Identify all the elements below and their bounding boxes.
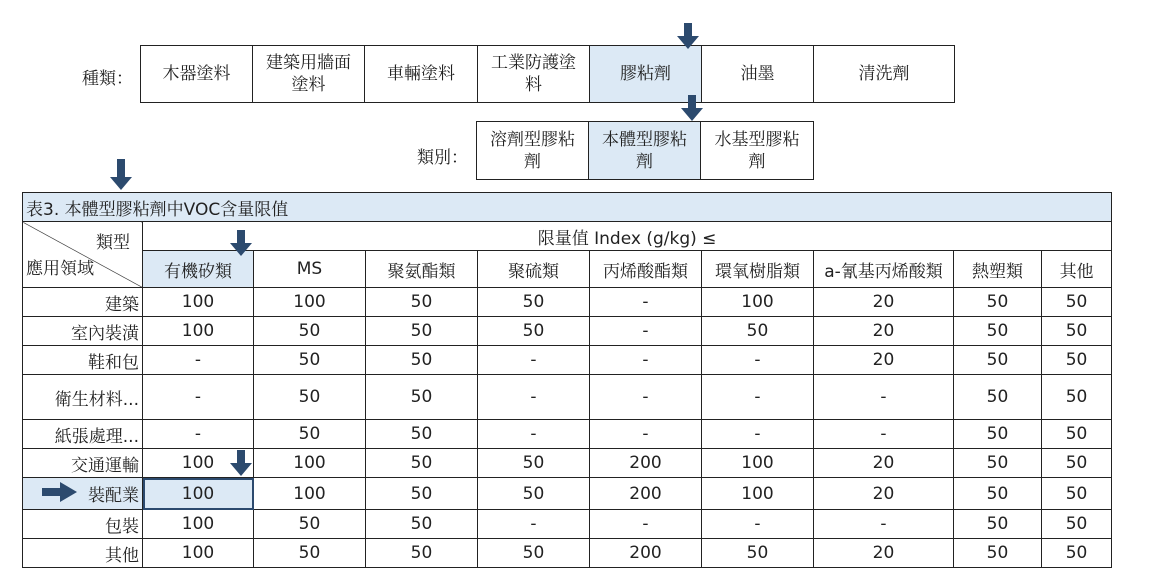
- table-cell: 200: [590, 478, 702, 510]
- category-inks[interactable]: 油墨: [702, 46, 814, 102]
- voc-limit-table: [22, 192, 1112, 568]
- table-cell: 20: [814, 449, 954, 478]
- table-cell: -: [702, 346, 814, 375]
- table-row: [23, 288, 1112, 317]
- type-solvent-based[interactable]: 溶劑型膠粘 劑: [477, 122, 589, 179]
- table-cell: 100: [143, 449, 254, 478]
- type-water-based[interactable]: 水基型膠粘 劑: [714, 129, 800, 172]
- table-cell: 50: [1042, 539, 1112, 568]
- table-cell: 100: [702, 478, 814, 510]
- corner-header: [23, 222, 143, 288]
- table-cell: 50: [1042, 420, 1112, 449]
- row-label: 建築: [23, 288, 143, 317]
- table-cell: 50: [478, 478, 590, 510]
- table-cell: -: [590, 346, 702, 375]
- table-cell: 50: [954, 317, 1042, 346]
- category-industrial-protective-coatings[interactable]: 工業防護塗 料: [478, 46, 590, 102]
- table-cell: -: [478, 375, 590, 420]
- table-row: [23, 420, 1112, 449]
- table-cell: 50: [254, 317, 366, 346]
- table-cell: 50: [954, 375, 1042, 420]
- category-cleaning-agents[interactable]: 清洗劑: [858, 64, 910, 84]
- table-cell: 50: [478, 449, 590, 478]
- category-selector: [140, 45, 955, 103]
- table-cell: 100: [143, 317, 254, 346]
- category-adhesives[interactable]: 膠粘劑: [590, 46, 702, 102]
- column-header: MS: [254, 251, 366, 288]
- table-cell: 200: [590, 539, 702, 568]
- table-cell: 50: [1042, 478, 1112, 510]
- row-label: 室內裝潢: [23, 317, 143, 346]
- table-cell: 100: [143, 478, 254, 510]
- table-cell: -: [702, 420, 814, 449]
- table-cell: 50: [1042, 288, 1112, 317]
- table-cell: 50: [254, 346, 366, 375]
- table-cell: 50: [1042, 375, 1112, 420]
- table-cell: -: [143, 420, 254, 449]
- row-label: 紙張處理...: [23, 420, 143, 449]
- table-cell: 100: [143, 510, 254, 539]
- row-label: 鞋和包: [23, 346, 143, 375]
- table-cell: 50: [702, 317, 814, 346]
- table-cell: 50: [702, 539, 814, 568]
- type-selector: [476, 121, 814, 180]
- category-label: 種類：: [82, 69, 133, 89]
- category-vehicle-coatings[interactable]: 車輛塗料: [365, 46, 478, 102]
- table-cell: 50: [366, 449, 478, 478]
- table-cell: 50: [954, 346, 1042, 375]
- table-cell: 50: [254, 539, 366, 568]
- column-header: 聚氨酯類: [366, 251, 478, 288]
- table-cell: -: [814, 420, 954, 449]
- table-cell: 50: [954, 539, 1042, 568]
- table-row: [23, 478, 1112, 510]
- table-cell: 50: [954, 478, 1042, 510]
- corner-header-type: 類型: [96, 233, 130, 253]
- table-cell: 50: [366, 478, 478, 510]
- table-cell: -: [478, 420, 590, 449]
- column-header-row: [23, 251, 1112, 288]
- table-cell: 50: [954, 420, 1042, 449]
- table-cell: 100: [702, 449, 814, 478]
- type-bulk[interactable]: 本體型膠粘 劑: [589, 122, 701, 179]
- table-cell: 50: [254, 375, 366, 420]
- row-label: 衛生材料...: [23, 375, 143, 420]
- table-cell: 50: [478, 539, 590, 568]
- category-architectural-wall-coatings[interactable]: 建築用牆面 塗料: [253, 46, 365, 102]
- table-cell: 100: [254, 478, 366, 510]
- column-header: 其他: [1042, 251, 1112, 288]
- table-cell: -: [478, 346, 590, 375]
- row-label: 裝配業: [23, 478, 143, 510]
- table-cell: 50: [954, 449, 1042, 478]
- table-cell: 100: [143, 288, 254, 317]
- table-cell: 100: [254, 449, 366, 478]
- table-cell: 50: [366, 375, 478, 420]
- column-header: 熱塑類: [954, 251, 1042, 288]
- table-cell: -: [814, 510, 954, 539]
- table-row: [23, 449, 1112, 478]
- table-row: [23, 317, 1112, 346]
- table-row: [23, 375, 1112, 420]
- table-cell: 100: [702, 288, 814, 317]
- column-header: 丙烯酸酯類: [590, 251, 702, 288]
- row-label: 其他: [23, 539, 143, 568]
- table-cell: -: [590, 288, 702, 317]
- table-cell: 50: [478, 288, 590, 317]
- table-cell: 50: [954, 288, 1042, 317]
- column-header: 聚硫類: [478, 251, 590, 288]
- table-cell: 50: [1042, 317, 1112, 346]
- table-cell: 100: [143, 539, 254, 568]
- table-cell: 50: [366, 420, 478, 449]
- category-wood-coatings[interactable]: 木器塗料: [141, 46, 253, 102]
- table-cell: 50: [954, 510, 1042, 539]
- table-row: [23, 346, 1112, 375]
- table-cell: 20: [814, 478, 954, 510]
- table-cell: -: [590, 317, 702, 346]
- column-header: 環氧樹脂類: [702, 251, 814, 288]
- table-cell: -: [702, 375, 814, 420]
- row-label: 包裝: [23, 510, 143, 539]
- table-cell: 50: [1042, 449, 1112, 478]
- table-cell: 50: [1042, 346, 1112, 375]
- table-cell: -: [590, 510, 702, 539]
- table-cell: -: [702, 510, 814, 539]
- table-cell: 50: [366, 288, 478, 317]
- table-cell: 50: [366, 539, 478, 568]
- table-cell: 50: [366, 346, 478, 375]
- table-cell: -: [590, 420, 702, 449]
- table-cell: -: [590, 375, 702, 420]
- column-header: a-氰基丙烯酸類: [814, 251, 954, 288]
- table-cell: 20: [814, 288, 954, 317]
- table-cell: 20: [814, 317, 954, 346]
- type-label: 類別：: [417, 148, 468, 168]
- table-row: [23, 510, 1112, 539]
- table-cell: 50: [1042, 510, 1112, 539]
- arrow-right-icon: [42, 482, 78, 502]
- table-cell: 100: [254, 288, 366, 317]
- column-header: 有機矽類: [143, 251, 254, 288]
- corner-header-field: 應用領域: [26, 259, 94, 279]
- limit-group-header: 限量值 Index (g/kg) ≤: [143, 222, 1112, 251]
- table-cell: -: [814, 375, 954, 420]
- row-label: 交通運輸: [23, 449, 143, 478]
- table-cell: 20: [814, 346, 954, 375]
- table-row: [23, 539, 1112, 568]
- table-cell: -: [143, 346, 254, 375]
- table-cell: 50: [366, 510, 478, 539]
- table-cell: 50: [254, 510, 366, 539]
- table-cell: 50: [478, 317, 590, 346]
- table-cell: 50: [366, 317, 478, 346]
- table-caption: 表3. 本體型膠粘劑中VOC含量限值: [23, 193, 1112, 222]
- table-cell: 200: [590, 449, 702, 478]
- table-cell: -: [143, 375, 254, 420]
- table-cell: 50: [254, 420, 366, 449]
- table-cell: -: [478, 510, 590, 539]
- table-cell: 20: [814, 539, 954, 568]
